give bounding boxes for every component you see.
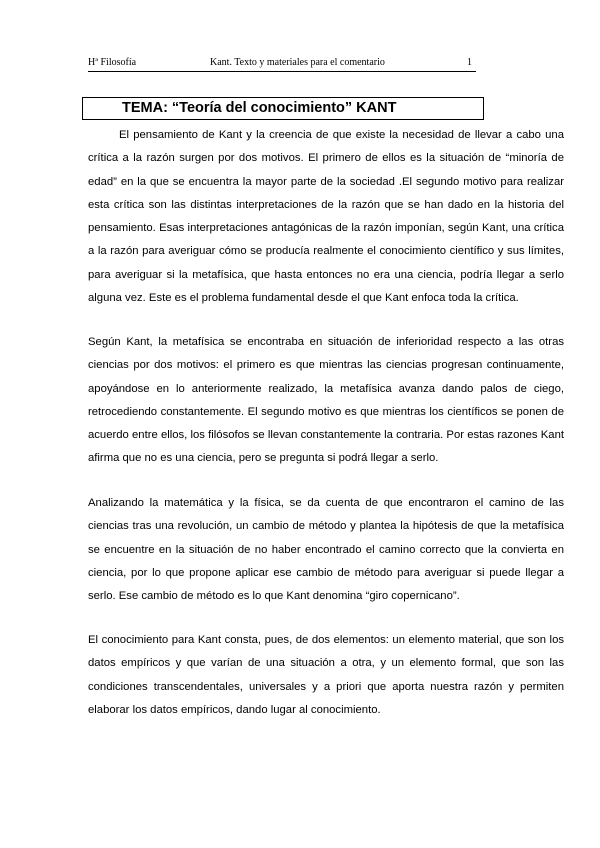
- paragraph-2: Según Kant, la metafísica se encontraba en situación de inferioridad respecto a las otras ciencias por dos motivos: el primero es que mientras las ciencias progresan continuamente, apoyándose en lo anteriormente realizado, la metafísica avanza dando palos de ciego, retrocediendo constantemente. El segundo motivo es que mientras los científicos se ponen de acuerdo entre ellos, los filósofos se llevan constantemente la contraria. Por estas razones Kant afirma que no es una ciencia, pero se pregunta si podrá llegar a serlo.: [88, 336, 564, 465]
- header-subject: Hª Filosofía: [88, 57, 137, 68]
- paragraph-1: El pensamiento de Kant y la creencia de que existe la necesidad de llevar a cabo una crítica a la razón surgen por dos motivos. El primero de ellos es la situación de “minoría de edad” en la que se encuentra la mayor parte de la sociedad .El segundo motivo para realizar esta crítica son las distintas interpretaciones de la razón que se han dado en la historia del pensamiento. Esas interpretaciones antagónicas de la razón imponían, según Kant, una crítica a la razón para averiguar cómo se producía realmente el conocimiento científico y sus límites, para averiguar si la metafísica, que hasta entonces no era una ciencia, podría llegar a serlo alguna vez. Este es el problema fundamental desde el que Kant enfoca toda la crítica.: [88, 129, 564, 305]
- topic-title-box: [82, 97, 484, 120]
- page-number: 1: [467, 57, 472, 68]
- topic-title: TEMA: “Teoría del conocimiento” KANT: [122, 100, 397, 116]
- header-document-title: Kant. Texto y materiales para el comentario: [210, 57, 385, 68]
- paragraph-4: El conocimiento para Kant consta, pues, de dos elementos: un elemento material, que son los datos empíricos y que varían de una situación a otra, y un elemento formal, que son las condiciones transcendentales, universales y a priori que aporta nuestra razón y permiten elaborar los datos empíricos, dando lugar al conocimiento.: [88, 634, 564, 716]
- page-header: [88, 55, 476, 72]
- paragraph-3: Analizando la matemática y la física, se da cuenta de que encontraron el camino de las ciencias tras una revolución, un cambio de método y plantea la hipótesis de que la metafísica se encuentre en la situación de no haber encontrado el camino correcto que la convierta en ciencia, por lo que propone aplicar ese cambio de método para averiguar si puede llegar a serlo. Ese cambio de método es lo que Kant denomina “giro copernicano”.: [88, 497, 564, 603]
